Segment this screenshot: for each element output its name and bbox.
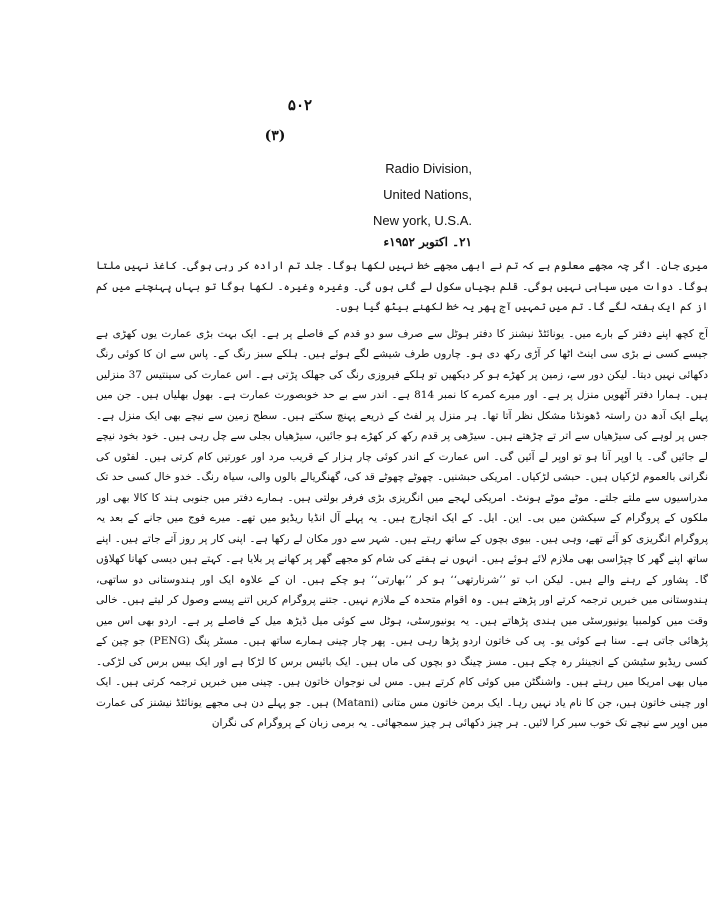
page-number: ۵۰۲: [287, 96, 313, 114]
letter-date: ۲۱۔ اکتوبر ۱۹۵۲ء: [383, 235, 472, 249]
address-line-3: New york, U.S.A.: [373, 213, 472, 228]
address-line-1: Radio Division,: [385, 161, 472, 176]
address-line-2: United Nations,: [383, 187, 472, 202]
letter-number: (۳): [264, 128, 286, 144]
salutation-paragraph: میری جان۔ اگر چہ مجھے معلوم ہے کہ تم نے ابھی مجھے خط نہیں لکھا ہوگا۔ جلد تم ارادہ کر رہی ہوگی۔ کاغذ نہیں ملتا ہوگا۔ دوات میں سیاہی نہیں ہوگی۔ قلم بچیاں سکول لے گئی ہوں گی۔ وغیرہ وغیرہ۔ لکھا ہوگا تو بہاں پہنچنے میں کم از کم ایک ہفتہ لگے گا۔ تم میں تمہیں آج پھر یہ خط لکھنے بیٹھ گیا ہوں۔: [96, 260, 708, 313]
address-block: [300, 156, 472, 234]
office-description-paragraph: آج کچھ اپنے دفتر کے بارے میں۔ یونائٹڈ نیشنز کا دفتر ہوٹل سے صرف سو دو قدم کے فاصلے پر ہے۔ ایک بہت بڑی عمارت یوں کھڑی ہے جیسے کسی نے بڑی سی اینٹ اٹھا کر آڑی رکھ دی ہو۔ چاروں طرف شیشے لگے ہوئے ہیں۔ ہلکے سبز رنگ کے۔ پاس سے ان کا کوئی رنگ دکھائی نہیں دیتا۔ لیکن دور سے، زمین پر کھڑے ہو کر دیکھیں تو ہلکے فیروزی رنگ کی جھلک پڑتی ہے۔ اس عمارت کی سینتیس 37 منزلیں ہیں۔ ہمارا دفتر آٹھویں منزل پر ہے۔ اور میرے کمرے کا نمبر 814 ہے۔ اندر سے بے حد خوبصورت عمارت ہے۔ بھول بھلیاں ہیں۔ جن میں پہلے ایک آدھ دن راستہ ڈھونڈنا مشکل نظر آتا تھا۔ ہر منزل پر لفٹ کے ذریعے پہنچ سکتے ہیں۔ سطح زمین سے نیچے بھی ایک منزل ہے۔ جس پر لوہے کی سیڑھیاں سے اتر تے چڑھتے ہیں۔ سیڑھی پر قدم رکھ کر کھڑے ہو جائیں، سیڑھیاں بجلی سے چل رہی ہیں۔ خود بخود نیچے لے جائیں گی۔ یا اوپر آنا ہو تو اوپر لے آئیں گی۔ اس عمارت کے اندر کوئی چار ہزار کے قریب مرد اور عورتیں کام کرتی ہیں۔ لفٹوں کی نگرانی بالعموم لڑکیاں ہیں۔ حبشی لڑکیاں۔ امریکی حبشنیں۔ چھوٹے چھوٹے قد کی، گھنگریالے بالوں والی، سیاہ رنگ۔ خدو خال کسی حد تک مدراسیوں سے ملتے جلتے۔ موٹے موٹے ہونٹ۔ امریکی لہجے میں انگریزی بڑی فرفر بولتی ہیں۔ ہمارے دفتر میں جنوبی ہند کا کالا بھی اور ملکوں کے پروگرام کے سیکشن میں بی۔ این۔ ایل۔ کے ایک انچارج ہیں۔ یہ پہلے آل انڈیا ریڈیو میں تھے۔ میرے فوج میں جانے کے بعد یہ پروگرام انگریزی کو آئے تھے، وہی ہیں۔ بیوی بچوں کے ساتھ رہتے ہیں۔ شہر سے دور مکان لے رکھا ہے۔ اپنی کار پر روز آتے جاتے ہیں۔ اپنے ساتھ اپنے گھر کا چپڑاسی بھی ملازم لائے ہوئے ہیں۔ انہوں نے ہفتے کی شام کو مجھے گھر پر کھانے پر بلایا ہے۔ کہتے ہیں دیسی کھانا کھلاؤں گا۔ پشاور کے رہنے والے ہیں۔ لیکن اب تو ’’شرنارتھی‘‘ ہو کر ’’بھارتی‘‘ ہو چکے ہیں۔ ان کے علاوہ ایک اور ہندوستانی دو ساتھی، ہندوستانی میں خبریں ترجمہ کرتے اور پڑھتے ہیں۔ وہ اقوام متحدہ کے ملازم نہیں۔ جتنے پروگرام کریں اتنے پیسے وصول کر لیتے ہیں۔ خالی وقت میں کولمبیا یونیورسٹی میں ہندی پڑھاتے ہیں۔ یہ یونیورسٹی، ہوٹل سے کوئی میل ڈیڑھ میل کے فاصلے پر ہے۔ اردو بھی اس میں پڑھائی جاتی ہے۔ سنا ہے کوئی یو۔ پی کی خاتون اردو پڑھا رہی ہیں۔ پھر چار چینی ہمارے ساتھ ہیں۔ مسٹر پنگ (PENG) جو چین کے کسی ریڈیو سٹیشن کے انجینئر رہ چکے ہیں۔ مسز چینگ دو بچوں کی ماں ہیں۔ ایک بائیس برس کا لڑکا ہے اور ایک بیس برس کی لڑکی۔ میاں بھی امریکا میں رہتے ہیں۔ واشنگٹن میں کوئی کام کرتے ہیں۔ مس لی نوجوان خاتون ہیں۔ چینی میں خبریں ترجمہ کرتی ہیں۔ ایک اور چینی خاتون ہیں، جن کا نام یاد نہیں رہا۔ ایک برمن خاتون مس متانی (Matani) ہیں۔ جو پہلے دن ہی مجھے یونائٹڈ نیشنز کی عمارت میں اوپر سے نیچے تک خوب سیر کرا لائیں۔ ہر چیز دکھائی ہر چیز سمجھائی۔ یہ برمی زبان کے پروگرام کی نگران: [96, 327, 708, 729]
letter-body: [96, 256, 708, 916]
